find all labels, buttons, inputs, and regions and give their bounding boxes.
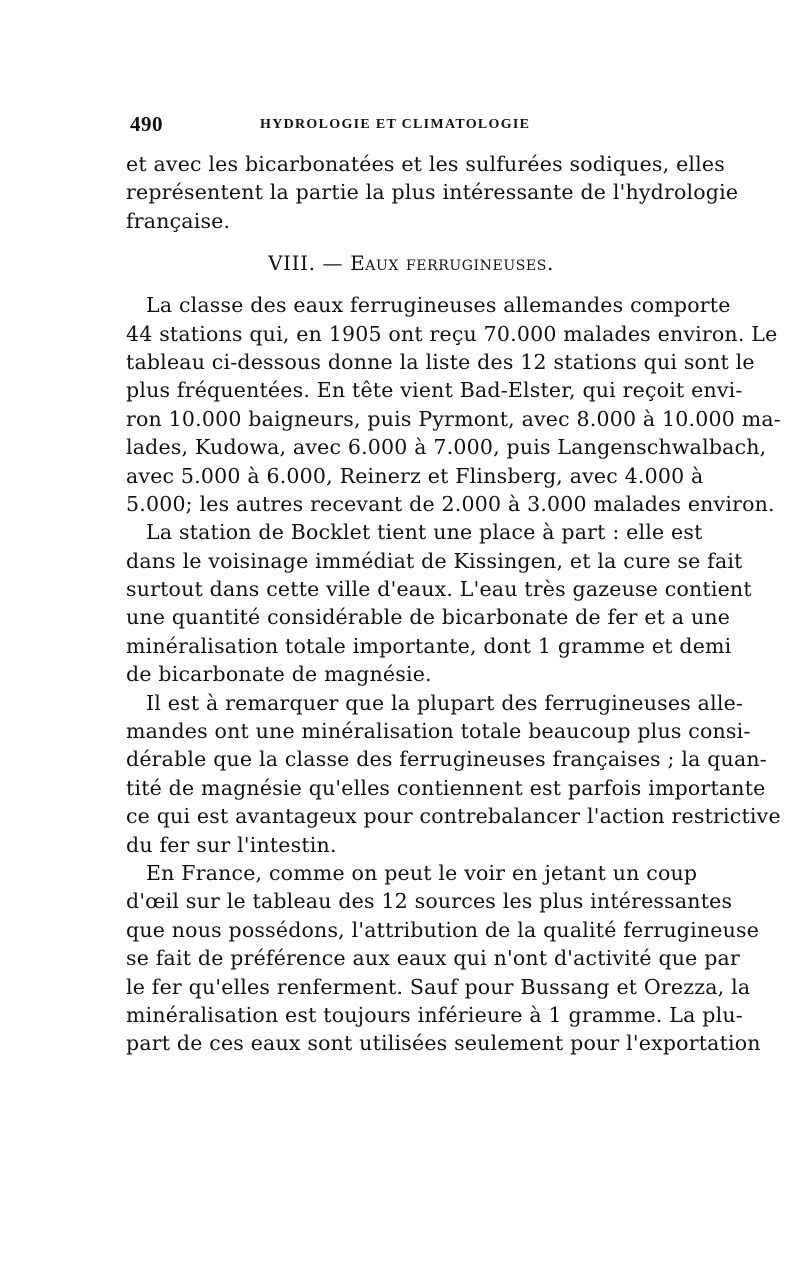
- body-text: [126, 150, 781, 1058]
- text-line: de bicarbonate de magnésie.: [126, 662, 432, 687]
- paragraph-4: [126, 689, 781, 859]
- text-line: d'œil sur le tableau des 12 sources les plus intéressantes: [126, 889, 733, 914]
- section-numeral: VIII. —: [268, 251, 344, 276]
- text-line: une quantité considérable de bicarbonate de fer et a une: [126, 605, 731, 630]
- text-line: surtout dans cette ville d'eaux. L'eau très gazeuse contient: [126, 577, 752, 602]
- text-line: mandes ont une minéralisation totale beaucoup plus consi-: [126, 719, 751, 744]
- paragraph-5: [126, 859, 761, 1058]
- text-line: minéralisation totale importante, dont 1 gramme et demi: [126, 633, 732, 658]
- text-line: que nous possédons, l'attribution de la qualité ferrugineuse: [126, 917, 760, 942]
- page-number: 490: [130, 112, 163, 136]
- running-title: HYDROLOGIE ET CLIMATOLOGIE: [260, 117, 531, 132]
- text-line: dans le voisinage immédiat de Kissingen, et la cure se fait: [126, 548, 743, 573]
- text-line: lades, Kudowa, avec 6.000 à 7.000, puis Langenschwalbach,: [126, 435, 767, 460]
- text-line: avec 5.000 à 6.000, Reinerz et Flinsberg, avec 4.000 à: [126, 463, 704, 488]
- section-heading: [126, 246, 676, 280]
- text-line: et avec les bicarbonatées et les sulfurées sodiques, elles: [126, 152, 725, 176]
- section-title: Eaux ferrugineuses.: [350, 251, 554, 276]
- text-line: française.: [126, 208, 231, 233]
- text-line: La station de Bocklet tient une place à part : elle est: [146, 520, 703, 545]
- text-line: tableau ci-dessous donne la liste des 12 stations qui sont le: [126, 349, 755, 374]
- text-line: Il est à remarquer que la plupart des ferrugineuses alle-: [146, 690, 744, 715]
- running-head: [130, 112, 678, 142]
- text-line: du fer sur l'intestin.: [126, 832, 337, 857]
- spacer: [126, 280, 676, 291]
- paragraph-3: [126, 518, 752, 688]
- text-line: représentent la partie la plus intéressante de l'hydrologie: [126, 180, 739, 205]
- text-line: 44 stations qui, en 1905 ont reçu 70.000 malades environ. Le: [126, 321, 778, 346]
- text-line: La classe des eaux ferrugineuses allemandes comporte: [146, 293, 731, 318]
- text-line: part de ces eaux sont utilisées seulement pour l'exportation: [126, 1031, 761, 1056]
- text-line: ron 10.000 baigneurs, puis Pyrmont, avec 8.000 à 10.000 ma-: [126, 406, 781, 431]
- text-line: plus fréquentées. En tête vient Bad-Elster, qui reçoit envi-: [126, 378, 743, 403]
- spacer: [126, 235, 676, 246]
- text-line: minéralisation est toujours inférieure à 1 gramme. La plu-: [126, 1002, 743, 1027]
- text-line: ce qui est avantageux pour contrebalancer l'action restrictive: [126, 804, 781, 829]
- text-line: se fait de préférence aux eaux qui n'ont d'activité que par: [126, 946, 740, 971]
- text-line: En France, comme on peut le voir en jetant un coup: [146, 860, 698, 885]
- paragraph-1: [126, 150, 739, 235]
- paragraph-2: [126, 291, 781, 518]
- text-line: dérable que la classe des ferrugineuses françaises ; la quan-: [126, 747, 767, 772]
- text-line: tité de magnésie qu'elles contiennent est parfois importante: [126, 775, 766, 800]
- text-line: le fer qu'elles renferment. Sauf pour Bussang et Orezza, la: [126, 974, 751, 999]
- text-line: 5.000; les autres recevant de 2.000 à 3.000 malades environ.: [126, 491, 775, 516]
